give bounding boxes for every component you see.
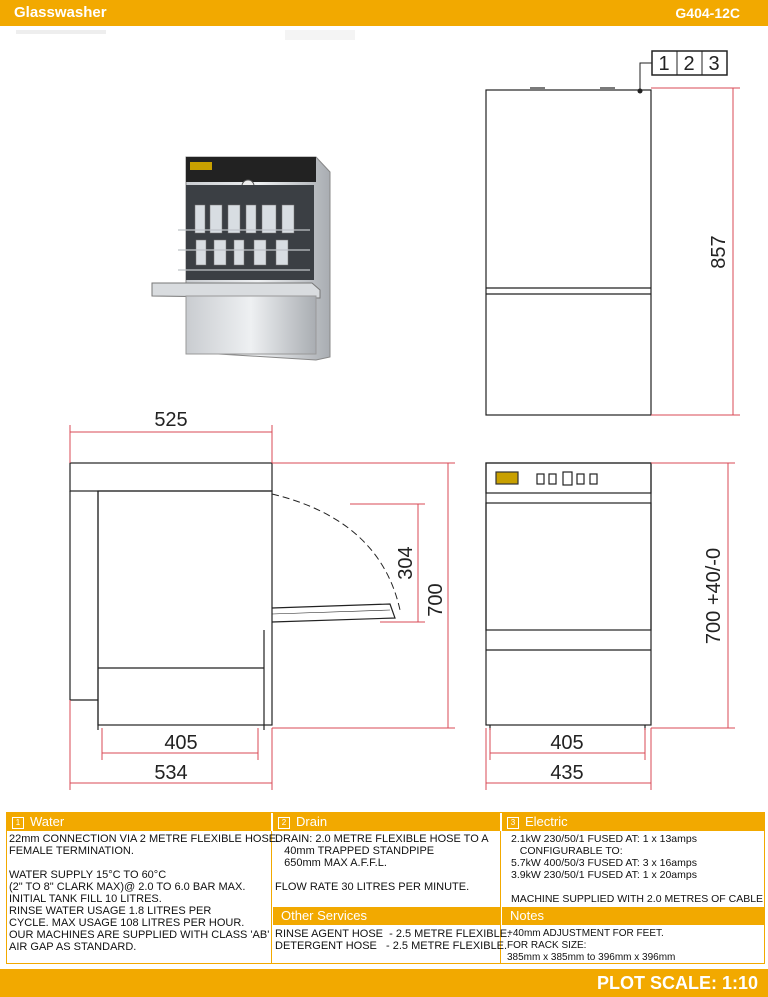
dim-label-405-front: 405	[550, 732, 584, 754]
model-code: G404-12C	[675, 5, 740, 21]
drain-header	[273, 813, 500, 831]
drain-num: 2	[278, 817, 290, 829]
dim-label-304: 304	[395, 546, 417, 580]
side-dimensions	[70, 425, 455, 790]
dim-label-857: 857	[708, 235, 730, 269]
plot-scale: PLOT SCALE: 1:10	[596, 973, 758, 993]
product-photo	[152, 157, 330, 360]
spec-table	[6, 812, 765, 964]
other-services-title: Other Services	[281, 908, 367, 923]
water-title: Water	[30, 814, 65, 829]
electric-header	[502, 813, 764, 831]
other-services-header	[273, 907, 500, 925]
side-view	[70, 463, 400, 730]
page-title: Glasswasher	[14, 4, 107, 21]
other-services-text: RINSE AGENT HOSE - 2.5 METRE FLEXIBLE. DETERGENT HOSE - 2.5 METRE FLEXIBLE.	[275, 928, 511, 952]
dim-label-525: 525	[154, 409, 188, 431]
dim-label-700-front: 700 +40/-0	[703, 547, 725, 645]
notes-header	[502, 907, 764, 925]
notes-text: +40mm ADJUSTMENT FOR FEET. FOR RACK SIZE: 385mm x 385mm to 396mm x 396mm	[507, 928, 676, 963]
water-text: 22mm CONNECTION VIA 2 METRE FLEXIBLE HOSE. FEMALE TERMINATION. WATER SUPPLY 15°C TO 60°C (2" TO 8" CLARK MAX)@ 2.0 TO 6.0 BAR MAX. INITIAL TANK FILL 10 LITRES. RINSE WATER USAGE 1.8 LITRES PER CYCLE. MAX USAGE 108 LITRES PER HOUR. OUR MACHINES ARE SUPPLIED WITH CLASS 'AB' AIR GAP AS STANDARD.	[9, 833, 280, 953]
dim-label-534: 534	[154, 762, 188, 784]
view-3: 3	[708, 53, 720, 75]
water-num: 1	[12, 817, 24, 829]
electric-text: 2.1kW 230/50/1 FUSED AT: 1 x 13amps CONFIGURABLE TO: 5.7kW 400/50/3 FUSED AT: 3 x 16amps 3.9kW 230/50/1 FUSED AT: 1 x 20amps MACHINE SUPPLIED WITH 2.0 METRES OF CABLE	[511, 833, 764, 905]
view-2: 2	[683, 53, 695, 75]
drain-title: Drain	[296, 814, 328, 829]
footer-bar	[0, 969, 768, 997]
dim-label-435: 435	[550, 762, 584, 784]
electric-num: 3	[507, 817, 519, 829]
front-dimensions	[486, 463, 735, 790]
view-selector	[638, 51, 728, 94]
front-view	[486, 463, 651, 730]
view-1: 1	[658, 53, 670, 75]
dim-label-700: 700	[425, 583, 447, 617]
water-header	[7, 813, 271, 831]
upper-side-view	[486, 88, 651, 415]
notes-title: Notes	[510, 908, 544, 923]
dim-label-405-side: 405	[164, 732, 198, 754]
electric-title: Electric	[525, 814, 568, 829]
drain-text: DRAIN: 2.0 METRE FLEXIBLE HOSE TO A 40mm TRAPPED STANDPIPE 650mm MAX A.F.F.L. FLOW RATE 30 LITRES PER MINUTE.	[275, 833, 489, 893]
